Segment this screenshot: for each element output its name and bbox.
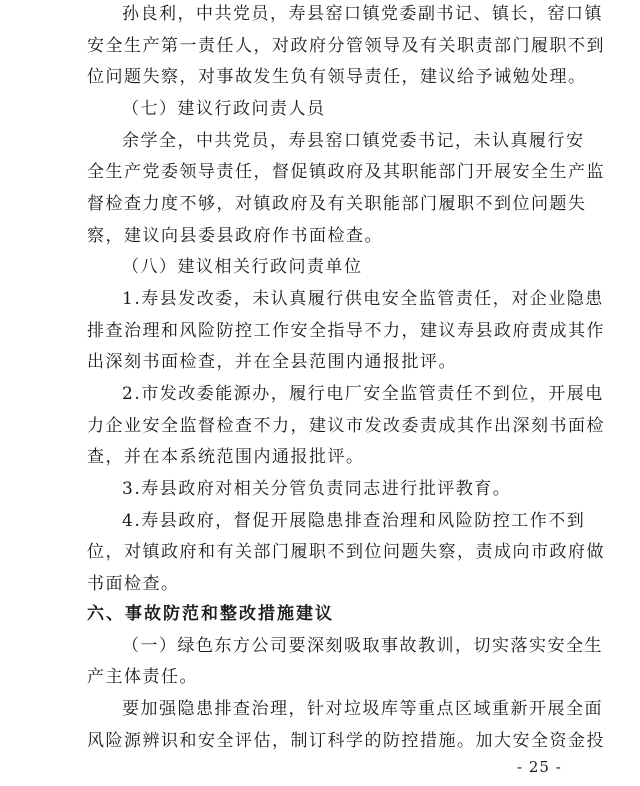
page-number: - 25 - bbox=[517, 758, 562, 776]
text-line: 督检查力度不够，对镇政府及有关职能部门履职不到位问题失 bbox=[87, 194, 587, 214]
text-line: 产主体责任。 bbox=[87, 667, 198, 687]
text-line: 书面检查。 bbox=[87, 574, 180, 594]
text-line: 位，对镇政府和有关部门履职不到位问题失察，责成向市政府做 bbox=[87, 542, 605, 562]
text-line: 安全生产第一责任人，对政府分管领导及有关职责部门履职不到 bbox=[87, 36, 605, 56]
chapter-heading: 六、事故防范和整改措施建议 bbox=[87, 604, 334, 624]
text-line: 余学全，中共党员，寿县窑口镇党委书记，未认真履行安 bbox=[122, 131, 585, 151]
text-line: 4.寿县政府，督促开展隐患排查治理和风险防控工作不到 bbox=[122, 511, 586, 531]
text-line: 3.寿县政府对相关分管负责同志进行批评教育。 bbox=[122, 479, 512, 499]
text-line: 察，建议向县委县政府作书面检查。 bbox=[87, 226, 383, 246]
text-line: 位问题失察，对事故发生负有领导责任，建议给予诫勉处理。 bbox=[87, 67, 587, 87]
section-heading: （八）建议相关行政问责单位 bbox=[122, 257, 363, 277]
text-line: 出深刻书面检查，并在全县范围内通报批评。 bbox=[87, 352, 457, 372]
text-line: 1.寿县发改委，未认真履行供电安全监管责任，对企业隐患 bbox=[122, 289, 604, 309]
text-line: 全生产党委领导责任，督促镇政府及其职能部门开展安全生产监 bbox=[87, 162, 605, 182]
text-line: 力企业安全监督检查不力，建议市发改委责成其作出深刻书面检 bbox=[87, 416, 605, 436]
text-line: 2.市发改委能源办，履行电厂安全监管责任不到位，开展电 bbox=[122, 384, 604, 404]
text-line: 风险源辨识和安全评估，制订科学的防控措施。加大安全资金投 bbox=[87, 731, 605, 751]
section-heading: （七）建议行政问责人员 bbox=[122, 99, 326, 119]
text-line: 孙良利，中共党员，寿县窑口镇党委副书记、镇长，窑口镇 bbox=[122, 4, 603, 24]
text-line: （一）绿色东方公司要深刻吸取事故教训，切实落实安全生 bbox=[122, 636, 603, 656]
text-line: 查，并在本系统范围内通报批评。 bbox=[87, 447, 365, 467]
text-line: 排查治理和风险防控工作安全指导不力，建议寿县政府责成其作 bbox=[87, 321, 605, 341]
text-line: 要加强隐患排查治理，针对垃圾库等重点区域重新开展全面 bbox=[122, 699, 603, 719]
